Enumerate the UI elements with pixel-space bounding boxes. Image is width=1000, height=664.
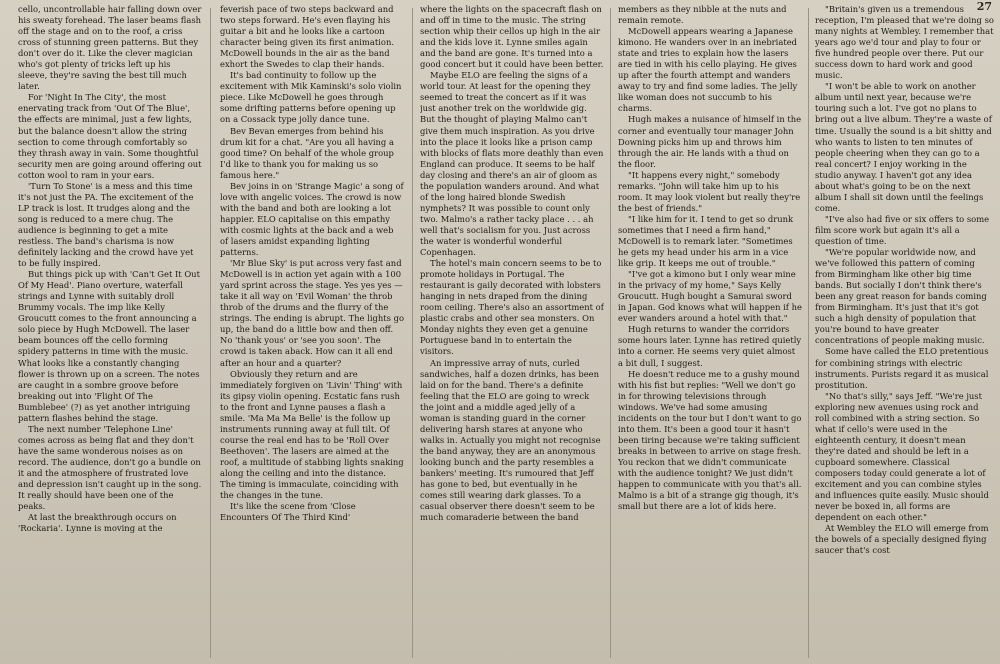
paragraph: Hugh makes a nuisance of himself in the corner and eventually tour manager John Downing picks him up and throws him through the air. He lands with a thud on the floor. [618, 114, 802, 169]
paragraph: Bev joins in on 'Strange Magic' a song of love with angelic voices. The crowd is now with the band and both are looking a lot happier. ELO capitalise on this empathy with cosmic lights at the back and a web of lasers amidst expanding lighting patterns. [220, 180, 404, 258]
paragraph: "We're popular worldwide now, and we've followed this pattern of coming from Birmingham like other big time bands. But socially I don't think there's been any great reason for bands coming from Birmingham. It's just that it's got such a high density of population that you're bound to have greater concentrations of people making music. [815, 247, 987, 346]
paragraph: "I like him for it. I tend to get so drunk sometimes that I need a firm hand," McDowell is to remark later. "Sometimes he gets my head under his arm in a vice like grip. It keeps me out of trouble." [618, 213, 794, 269]
paragraph: But things pick up with 'Can't Get It Out Of My Head'. Piano overture, waterfall strings and Lynne with suitably droll Brummy vocals. The imp like Kelly Groucutt comes to the front announcing a solo piece by Hugh McDowell. The laser beam bounces off the cello forming spidery patterns in time with the music. What looks like a constantly changing flower is thrown up on a screen. The notes are caught in a sombre groove before breaking out into 'Flight Of The Bumblebee' (?) as yet another intriguing pattern flashes behind the stage. [18, 269, 200, 423]
paragraph: "I won't be able to work on another album until next year, because we're touring such a lot. I've got no plans to bring out a live album. They're a waste of time. Usually the sound is a bit shitty and who wants to listen to ten minutes of people cheering when they can go to a real concert? I enjoy working in the studio anyway. I haven't got any idea about what's going to be on the next album I shall sit down until the feelings come. [815, 81, 992, 213]
paragraph: Some have called the ELO pretentious for combining strings with electric instruments. Purists regard it as musical prostitution. [815, 346, 989, 390]
paragraph: For 'Night In The City', the most enervating track from 'Out Of The Blue', the effects are minimal, just a few lights, but the balance doesn't allow the string section to come through comfortably so they thrash away in vain. Some thoughtful security men are going around offering out cotton wool to ram in your ears. [18, 92, 202, 180]
page-number: 27 [976, 0, 992, 13]
paragraph: feverish pace of two steps backward and two steps forward. He's even flaying his guitar a bit and he looks like a cartoon character being given its first animation. McDowell bounds in the air as the band exhort the Swedes to clap their hands. [220, 4, 395, 70]
paragraph: It's like the scene from 'Close Encounters Of The Third Kind' [220, 501, 356, 523]
paragraph: An impressive array of nuts, curled sandwiches, half a dozen drinks, has been laid on for the band. There's a definite feeling that the ELO are going to wreck the joint and a middle aged jelly of a woman is standing guard in the corner delivering harsh stares at anyone who walks in. Actually you might not recognise the band anyway, they are an anonymous looking bunch and the party resembles a bankers' meeting. It's rumoured that Jeff has gone to bed, but eventually in he comes still wearing dark glasses. To a casual observer there doesn't seem to be much comaraderie between the band [420, 357, 601, 523]
article-column-5 [815, 4, 995, 662]
article-column-1 [18, 4, 202, 662]
paragraph: It's bad continuity to follow up the excitement with Mik Kaminski's solo violin piece. Like McDowell he goes through some drifting patterns before opening up on a Cossack type jolly dance tune. [220, 70, 402, 125]
paragraph: where the lights on the spacecraft flash on and off in time to the music. The string section whip their cellos up high in the air and the kids love it. Lynne smiles again and the band are gone. It's turned into a good concert but it could have been better. [420, 4, 604, 70]
paragraph: "I've also had five or six offers to some film score work but again it's all a question of time. [815, 213, 990, 246]
paragraph: Maybe ELO are feeling the signs of a world tour. At least for the opening they seemed to treat the concert as if it was just another trek on the worldwide gig. But the thought of playing Malmo can't give them much inspiration. As you drive into the place it looks like a prison camp with blocks of flats more deathly than even England can produce. It seems to be half day closing and there's an air of gloom as the population wanders around. And what of the long haired blonde Swedish nymphets? It was possible to count only two. Malmo's a rather tacky place . . . ah well that's socialism for you. Just across the water is wonderful wonderful Copenhagen. [420, 70, 604, 258]
paragraph: McDowell appears wearing a Japanese kimono. He wanders over in an inebriated state and tries to explain how the lasers are tied in with his cello playing. He gives up after the fourth attempt and wanders away to try and find some ladies. The jelly like woman does not succumb to his charms. [618, 26, 798, 114]
paragraph: 'Mr Blue Sky' is put across very fast and McDowell is in action yet again with a 100 yard sprint across the stage. Yes yes yes — take it all way on 'Evil Woman' the throb throb of the drums and the flurry of the strings. The ending is abrupt. The lights go up, the band do a little bow and then off. No 'thank yous' or 'see you soon'. The crowd is taken aback. How can it all end after an hour and a quarter? [220, 258, 404, 368]
paragraph: He doesn't reduce me to a gushy mound with his fist but replies: "Well we don't go in for throwing televisions through windows. We've had some amusing incidents on the tour but I don't want to go into them. It's been a good tour it hasn't been tiring because we're taking sufficient breaks in between to arrive on stage fresh. You reckon that we didn't communicate with the audience tonight? We just didn't happen to communicate with you that's all. Malmo is a bit of a strange gig though, it's small but there are a lot of kids here. [618, 368, 802, 512]
paragraph: "It happens every night," somebody remarks. "John will take him up to his room. It may look violent but really they're the best of friends." [618, 169, 801, 213]
column-divider [412, 8, 413, 658]
paragraph: Bev Bevan emerges from behind his drum kit for a chat. "Are you all having a good time? On behalf of the whole group I'd like to thank you for making us so famous here." [220, 125, 394, 180]
paragraph: cello, uncontrollable hair falling down over his sweaty forehead. The laser beams flash off the stage and on to the roof, a criss cross of stunning green patterns. But they don't over do it. Like the clever magician who's got plenty of tricks left up his sleeve, they're saving the best till much later. [18, 4, 202, 92]
article-column-4 [618, 4, 802, 662]
column-divider [210, 8, 211, 658]
column-divider [610, 8, 611, 658]
article-column-2 [220, 4, 404, 662]
paragraph: "I've got a kimono but I only wear mine in the privacy of my home," Says Kelly Groucutt. Hugh bought a Samurai sword in Japan. God knows what will happen if he ever wanders around a hotel with that." [618, 269, 802, 324]
paragraph: 'Turn To Stone' is a mess and this time it's not just the PA. The excitement of the LP track is lost. It trudges along and the song is reduced to a mere chug. The audience is beginning to get a mite restless. The band's charisma is now definitely lacking and the crowd have yet to be fully inspired. [18, 180, 194, 269]
paragraph: "Britain's given us a tremendous reception, I'm pleased that we're doing so many nights at Wembley. I remember that years ago we'd tour and play to four or five hundred people over there. Put our success down to hard work and good music. [815, 4, 994, 81]
paragraph: The next number 'Telephone Line' comes across as being flat and they don't have the same wonderous noises as on record. The audience, don't go a bundle on it and the atmosphere of frustrated love and depression isn't caught up in the song. It really should have been one of the peaks. [18, 423, 202, 512]
paragraph: At Wembley the ELO will emerge from the bowels of a specially designed flying saucer that's cost [815, 523, 989, 556]
paragraph: Hugh returns to wander the corridors some hours later. Lynne has retired quietly into a corner. He seems very quiet almost a bit dull, I suggest. [618, 324, 802, 368]
paragraph: The hotel's main concern seems to be to promote holidays in Portugal. The restaurant is gaily decorated with lobsters hanging in nets draped from the dining room ceiling. There's also an assortment of plastic crabs and other sea monsters. On Monday nights they even get a genuine Portuguese band in to entertain the visitors. [420, 258, 604, 357]
article-column-3 [420, 4, 604, 662]
paragraph: members as they nibble at the nuts and remain remote. [618, 4, 787, 26]
paragraph: At last the breakthrough occurs on 'Rockaria'. Lynne is moving at the [18, 512, 177, 534]
paragraph: "No that's silly," says Jeff. "We're just exploring new avenues using rock and roll combined with a string section. So what if cello's were used in the eighteenth century, it doesn't mean they're dated and should be left in a cupboard somewhere. Classical composers today could generate a lot of excitement and you can combine styles and influences quite easily. Music should never be boxed in, all forms are dependent on each other." [815, 390, 989, 523]
column-divider [808, 8, 809, 658]
paragraph: Obviously they return and are immediately forgiven on 'Livin' Thing' with its gipsy violin opening. Ecstatic fans rush to the front and Lynne pauses a flash a smile. 'Ma Ma Ma Belle' is the follow up instruments running away at full tilt. Of course the real end has to be 'Roll Over Beethoven'. The lasers are aimed at the roof, a multitude of stabbing lights snaking along the ceiling and into the distance. The timing is immaculate, coinciding with the changes in the tune. [220, 368, 404, 501]
